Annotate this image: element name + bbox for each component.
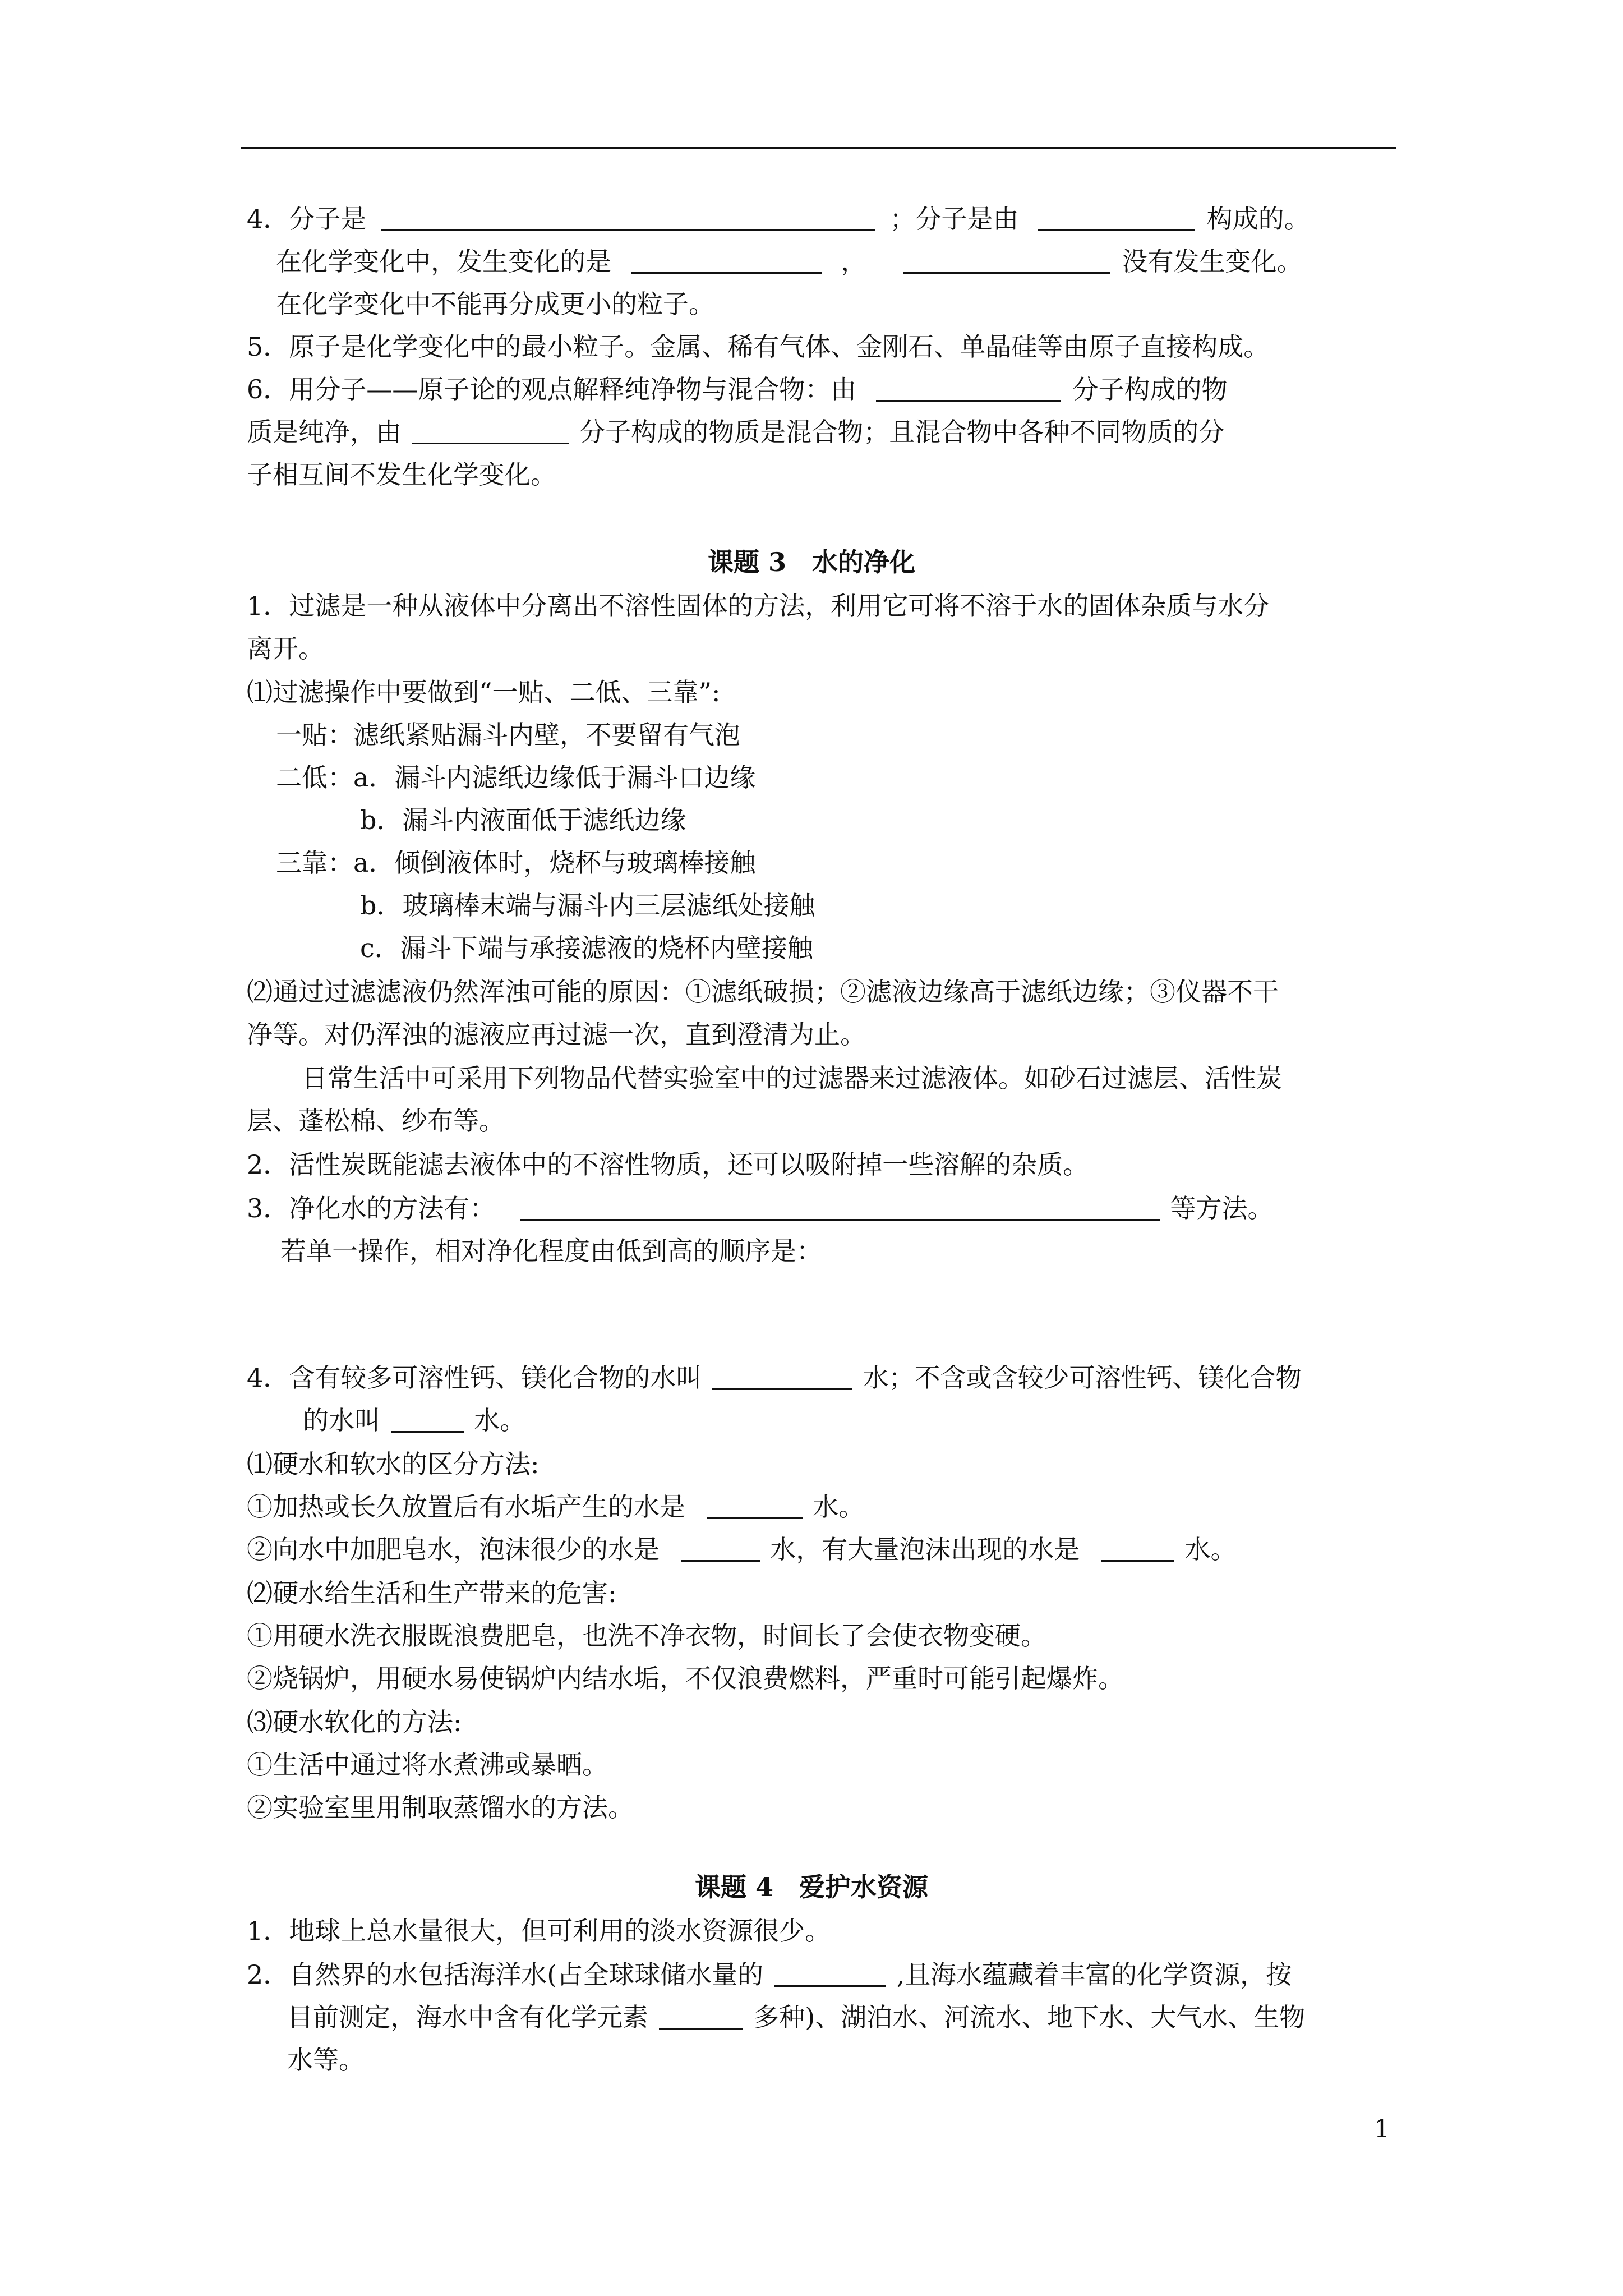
s3-soften-1: ①生活中通过将水煮沸或暴晒。 <box>247 1750 608 1780</box>
answer-blank <box>381 207 875 231</box>
text: 质是纯净，由 <box>247 417 402 447</box>
s3-item-2: 2．活性炭既能滤去液体中的不溶性物质，还可以吸附掉一些溶解的杂质。 <box>247 1149 1089 1180</box>
s3-turbid-line2: 净等。对仍浑浊的滤液应再过滤一次，直到澄清为止。 <box>247 1019 866 1050</box>
s3-hard-harm-1: ①用硬水洗衣服既浪费肥皂，也洗不净衣物，时间长了会使衣物变硬。 <box>247 1621 1046 1651</box>
s3-rule-3c: c．漏斗下端与承接滤液的烧杯内壁接触 <box>360 933 813 963</box>
text: ②向水中加肥皂水，泡沫很少的水是 <box>247 1534 660 1565</box>
s4-item-1: 1．地球上总水量很大，但可利用的淡水资源很少。 <box>247 1916 831 1946</box>
text: 2．自然界的水包括海洋水(占全球球储水量的 <box>247 1959 764 1990</box>
text: 水。 <box>813 1492 865 1522</box>
answer-blank <box>681 1538 760 1562</box>
section-3-title: 课题 3 水的净化 <box>707 547 916 577</box>
answer-blank <box>520 1197 1160 1221</box>
text: 等方法。 <box>1170 1193 1274 1223</box>
text: 水。 <box>474 1405 526 1435</box>
s4-item-2-line3: 水等。 <box>287 2045 365 2075</box>
text: 构成的。 <box>1206 204 1310 234</box>
answer-blank <box>774 1963 886 1987</box>
text: 水；不含或含较少可溶性钙、镁化合物 <box>863 1363 1302 1393</box>
section-4-title: 课题 4 爱护水资源 <box>694 1872 929 1902</box>
s4-item-2-line1 <box>247 1958 1292 1991</box>
text: ， <box>841 246 867 277</box>
s3-daily-line2: 层、蓬松棉、纱布等。 <box>247 1106 505 1136</box>
item-6-line1 <box>247 372 1228 406</box>
answer-blank <box>876 378 1061 402</box>
item-6-line3: 子相互间不发生化学变化。 <box>247 459 556 490</box>
answer-blank <box>659 2005 743 2030</box>
text: 分子构成的物 <box>1072 374 1228 404</box>
item-6-line2 <box>247 415 1224 449</box>
text: 6．用分子——原子论的观点解释纯净物与混合物：由 <box>247 374 857 404</box>
item-4-molecule <box>247 202 1310 236</box>
s3-rule-2b: b．漏斗内液面低于滤纸边缘 <box>360 805 686 835</box>
s3-item-1-line1: 1．过滤是一种从液体中分离出不溶性固体的方法，利用它可将不溶于水的固体杂质与水分 <box>247 591 1270 621</box>
text: 的水叫 <box>303 1405 380 1435</box>
text: 目前测定，海水中含有化学元素 <box>287 2002 648 2032</box>
s3-item-4-line2 <box>303 1404 525 1437</box>
s3-rule-2a: 二低：a．漏斗内滤纸边缘低于漏斗口边缘 <box>276 762 756 793</box>
s3-item-3-order: 若单一操作，相对净化程度由低到高的顺序是： <box>280 1236 822 1266</box>
answer-blank <box>1038 207 1195 231</box>
text: 多种)、湖泊水、河流水、地下水、大气水、生物 <box>753 2002 1306 2032</box>
s3-item-1-line2: 离开。 <box>247 633 324 664</box>
s3-soften: ⑶硬水软化的方法: <box>247 1707 462 1737</box>
s3-hard-distinguish: ⑴硬水和软水的区分方法: <box>247 1449 540 1479</box>
answer-blank <box>391 1409 464 1433</box>
text: 分子构成的物质是混合物；且混合物中各种不同物质的分 <box>579 417 1225 447</box>
answer-blank <box>1101 1538 1174 1562</box>
answer-blank <box>707 1495 803 1519</box>
s4-item-2-line2 <box>287 2000 1305 2034</box>
text: 水。 <box>1184 1534 1237 1565</box>
s3-rule-3a: 三靠：a．倾倒液体时，烧杯与玻璃棒接触 <box>276 848 756 878</box>
s3-daily-line1: 日常生活中可采用下列物品代替实验室中的过滤器来过滤液体。如砂石过滤层、活性炭 <box>302 1063 1282 1093</box>
answer-blank <box>712 1366 852 1390</box>
answer-blank <box>412 420 569 444</box>
s3-hard-distinguish-2 <box>247 1533 1237 1566</box>
s3-filter-rules: ⑴过滤操作中要做到“一贴、二低、三靠”: <box>247 677 721 707</box>
text: 在化学变化中，发生变化的是 <box>276 246 611 277</box>
s3-hard-harm-2: ②烧锅炉，用硬水易使锅炉内结水垢，不仅浪费燃料，严重时可能引起爆炸。 <box>247 1663 1124 1694</box>
s3-hard-harm: ⑵硬水给生活和生产带来的危害: <box>247 1578 617 1608</box>
item-4-atom: 在化学变化中不能再分成更小的粒子。 <box>276 289 714 319</box>
item-4-change <box>276 245 1303 278</box>
text: 3．净化水的方法有： <box>247 1193 496 1223</box>
s3-turbid-line1: ⑵通过过滤滤液仍然浑浊可能的原因：①滤纸破损；②滤液边缘高于滤纸边缘；③仪器不干 <box>247 977 1279 1007</box>
s3-soften-2: ②实验室里用制取蒸馏水的方法。 <box>247 1792 634 1823</box>
text: ①加热或长久放置后有水垢产生的水是 <box>247 1492 685 1522</box>
s3-item-4-line1 <box>247 1361 1302 1395</box>
text: 水，有大量泡沫出现的水是 <box>770 1534 1080 1565</box>
answer-blank <box>903 250 1110 274</box>
answer-blank <box>631 250 822 274</box>
text: 4．含有较多可溶性钙、镁化合物的水叫 <box>247 1363 702 1393</box>
s3-item-3 <box>247 1191 1274 1225</box>
text: ,且海水蕴藏着丰富的化学资源，按 <box>896 1959 1292 1990</box>
page-number: 1 <box>1374 2115 1390 2143</box>
text: 4．分子是 <box>247 204 367 234</box>
s3-rule-1: 一贴：滤纸紧贴漏斗内壁，不要留有气泡 <box>276 720 740 750</box>
header-rule <box>241 147 1396 149</box>
text: ；分子是由 <box>889 204 1019 234</box>
s3-rule-3b: b．玻璃棒末端与漏斗内三层滤纸处接触 <box>360 890 815 921</box>
s3-hard-distinguish-1 <box>247 1490 864 1524</box>
text: 没有发生变化。 <box>1122 246 1303 277</box>
item-5: 5．原子是化学变化中的最小粒子。金属、稀有气体、金刚石、单晶硅等由原子直接构成。 <box>247 332 1270 362</box>
